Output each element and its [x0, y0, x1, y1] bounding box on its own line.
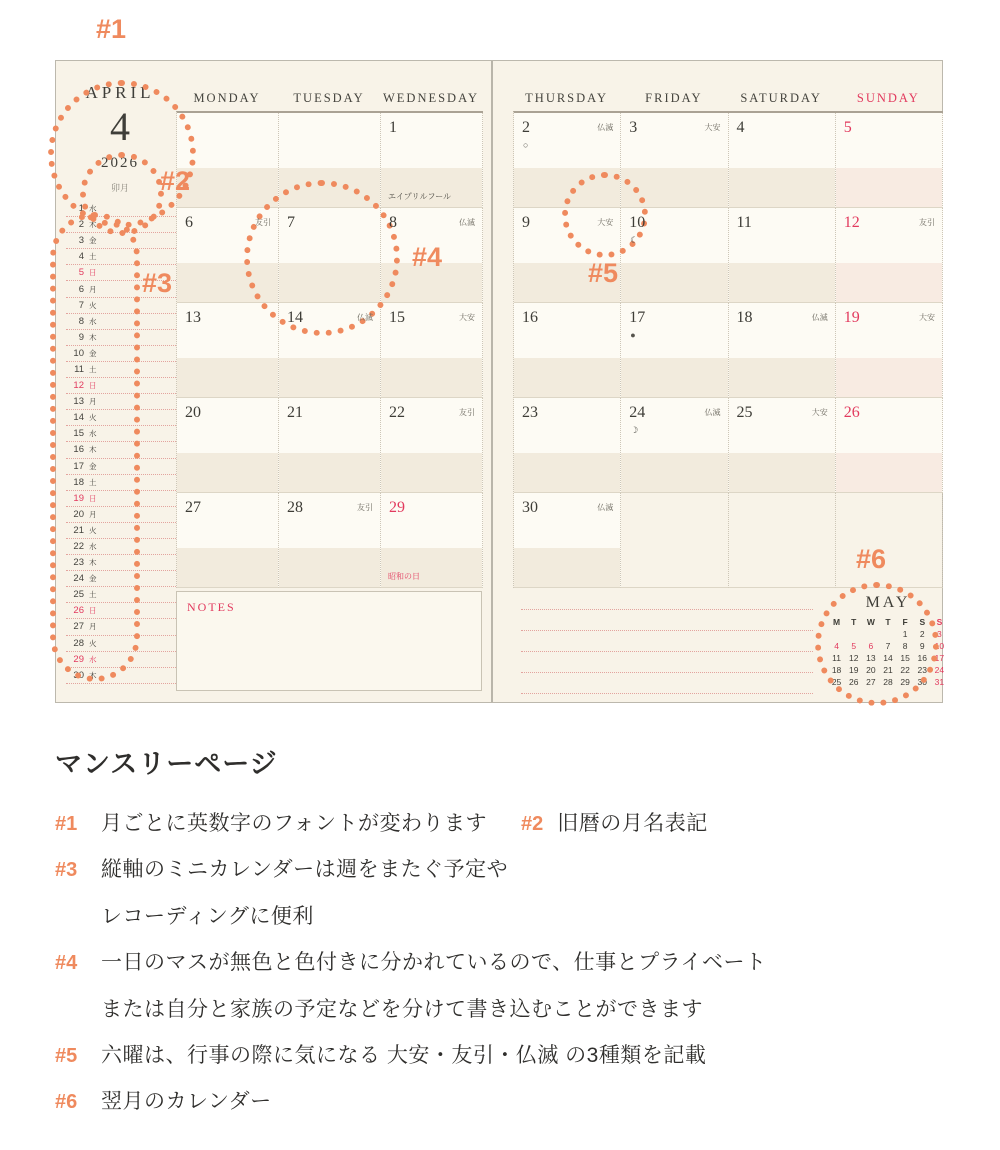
next-month-day: 7	[885, 641, 891, 651]
mini-calendar-weekday: 日	[89, 381, 97, 391]
day-number: 4	[736, 119, 745, 136]
mini-calendar-day: 25	[73, 589, 84, 601]
description-tag: #5	[55, 1044, 78, 1067]
mini-calendar-weekday: 木	[89, 670, 97, 680]
mini-calendar-day: 22	[73, 541, 84, 553]
next-month-day: 6	[868, 641, 874, 651]
day-number: 24	[629, 404, 646, 421]
mini-calendar-weekday: 水	[89, 654, 97, 664]
mini-calendar-day: 24	[73, 573, 84, 585]
day-cell-19	[836, 303, 943, 398]
mini-calendar-day: 19	[73, 492, 84, 504]
day-cell-11	[729, 208, 836, 303]
private-band	[621, 263, 727, 302]
note-line	[521, 631, 813, 652]
mini-calendar-day: 9	[78, 331, 84, 343]
mini-calendar-day: 10	[73, 347, 84, 359]
day-number: 1	[389, 119, 397, 136]
mini-calendar-day: 2	[78, 219, 84, 231]
private-band	[381, 453, 482, 492]
day-number: 18	[736, 309, 753, 326]
mini-calendar-weekday: 金	[89, 348, 97, 358]
day-cell-28	[279, 493, 381, 588]
rokuyo-label: 仏滅	[459, 218, 475, 227]
mini-calendar-weekday: 日	[89, 606, 97, 616]
description-tag: #6	[55, 1091, 78, 1114]
page-spine	[491, 61, 493, 702]
next-month-day: 30	[917, 677, 927, 687]
day-number: 10	[629, 214, 646, 231]
mini-calendar-weekday: 土	[89, 252, 97, 262]
day-number: 7	[287, 214, 295, 231]
day-cell-21	[279, 398, 381, 493]
day-number: 21	[287, 404, 303, 421]
next-month-day: 20	[866, 665, 876, 675]
next-month-day: 31	[934, 677, 945, 687]
next-month-day: 16	[917, 653, 927, 663]
description-lines	[55, 809, 960, 1117]
mini-calendar-day: 20	[73, 508, 84, 520]
day-cell-18	[729, 303, 836, 398]
note-line	[521, 610, 813, 631]
description-tag: #3	[55, 859, 78, 882]
mini-calendar-weekday: 月	[89, 397, 97, 407]
mini-calendar-weekday: 土	[89, 590, 97, 600]
mini-calendar-weekday: 木	[89, 558, 97, 568]
note-line	[521, 652, 813, 673]
mini-calendar-day: 18	[73, 476, 84, 488]
day-number: 26	[843, 404, 860, 421]
mini-calendar-day: 28	[73, 637, 84, 649]
rokuyo-label: 仏滅	[597, 503, 614, 512]
mini-calendar-weekday: 月	[89, 509, 97, 519]
rokuyo-label: 大安	[919, 313, 935, 322]
description-section	[55, 742, 960, 1134]
private-band	[279, 548, 380, 587]
mini-calendar-day: 7	[78, 299, 84, 311]
moon-phase-icon: ○	[523, 140, 529, 150]
private-band	[729, 358, 835, 397]
day-number: 3	[629, 119, 638, 136]
mini-calendar-weekday: 土	[89, 364, 97, 374]
description-title: マンスリーページ	[55, 749, 278, 779]
next-month-day: 15	[900, 653, 910, 663]
private-band	[836, 263, 942, 302]
day-cell-13	[177, 303, 279, 398]
next-month-title: MAY	[865, 594, 911, 611]
day-number: 9	[522, 214, 530, 231]
next-month-day: 3	[937, 629, 942, 639]
rokuyo-label: 仏滅	[357, 313, 373, 322]
private-band	[621, 358, 727, 397]
mini-calendar-weekday: 火	[89, 525, 97, 535]
annotation-circle-6	[815, 582, 939, 706]
next-month-day: 24	[934, 665, 945, 675]
rokuyo-label: 友引	[357, 503, 373, 512]
description-text: 月ごとに英数字のフォントが変わります	[101, 812, 487, 835]
mini-calendar-day: 23	[73, 557, 84, 569]
next-month-weekday: W	[866, 617, 875, 627]
annotation-label-3: #3	[142, 268, 173, 298]
private-band	[836, 358, 942, 397]
next-month-day: 12	[848, 653, 859, 663]
weekday-sunday: SUNDAY	[856, 91, 920, 105]
next-month-day: 18	[831, 665, 842, 675]
day-cell-10	[621, 208, 728, 303]
event-label: エイプリルフール	[388, 192, 452, 201]
notes-label: NOTES	[187, 600, 236, 614]
day-cell-25	[729, 398, 836, 493]
day-cell-24	[621, 398, 728, 493]
weekday-wednesday: WEDNESDAY	[382, 91, 479, 105]
day-cell-29	[381, 493, 483, 588]
next-month-day: 19	[848, 665, 859, 675]
rokuyo-label: 大安	[459, 313, 475, 322]
description-line	[55, 855, 960, 884]
day-number: 19	[843, 309, 860, 326]
private-band	[514, 358, 620, 397]
mini-calendar-weekday: 水	[89, 204, 97, 214]
private-band	[836, 453, 942, 492]
mini-calendar-day: 1	[78, 203, 84, 215]
mini-calendar-day: 8	[78, 315, 84, 327]
description-text: 六曜は、行事の際に気になる 大安・友引・仏滅 の3種類を記載	[101, 1043, 707, 1067]
mini-calendar-weekday: 日	[89, 493, 97, 503]
description-line	[55, 1041, 960, 1070]
mini-calendar-day: 16	[73, 444, 84, 456]
day-number: 25	[736, 404, 753, 421]
private-band	[729, 263, 835, 302]
mini-calendar-weekday: 火	[89, 638, 97, 648]
mini-calendar-day: 15	[73, 428, 84, 440]
moon-phase-icon: ☽	[630, 425, 639, 435]
mini-calendar-day: 27	[73, 621, 84, 633]
event-label: 昭和の日	[388, 572, 420, 581]
next-month-day: 27	[866, 677, 876, 687]
private-band	[836, 168, 942, 207]
next-month-day: 4	[834, 641, 839, 651]
description-line	[55, 948, 960, 977]
rokuyo-label: 仏滅	[597, 123, 614, 132]
day-cell-23	[514, 398, 621, 493]
day-cell-5	[836, 113, 943, 208]
mini-calendar-weekday: 水	[89, 542, 97, 552]
day-number: 8	[389, 214, 397, 231]
mini-calendar-weekday: 火	[89, 413, 97, 423]
annotation-circle-4	[244, 180, 400, 336]
note-line	[521, 589, 813, 610]
moon-phase-icon: ●	[630, 330, 636, 340]
notes-box	[176, 591, 482, 691]
rokuyo-label: 仏滅	[811, 313, 828, 322]
weekday-saturday: SATURDAY	[740, 91, 822, 105]
day-cell-22	[381, 398, 483, 493]
day-number: 30	[522, 499, 538, 516]
mini-calendar-day: 30	[73, 669, 84, 681]
next-month-day: 9	[919, 641, 925, 651]
mini-calendar-day: 11	[74, 363, 84, 375]
day-number: 16	[522, 309, 538, 326]
day-number: 27	[185, 499, 201, 516]
day-cell-1	[381, 113, 483, 208]
next-month-day: 29	[900, 677, 910, 687]
mini-calendar-weekday: 日	[89, 268, 97, 278]
weekday-friday: FRIDAY	[645, 91, 703, 105]
rokuyo-label: 大安	[811, 408, 828, 417]
annotation-label-2: #2	[160, 166, 191, 196]
description-text: 翌月のカレンダー	[101, 1090, 272, 1114]
annotation-label-1: #1	[96, 14, 127, 44]
day-number: 28	[287, 499, 303, 516]
next-month-weekday: F	[902, 617, 908, 627]
mini-calendar-day: 29	[73, 653, 84, 665]
mini-calendar-day: 17	[73, 460, 84, 472]
mini-calendar-day: 4	[78, 251, 84, 263]
mini-calendar-weekday: 木	[89, 445, 97, 455]
mini-calendar-weekday: 金	[89, 236, 97, 246]
next-month-day: 23	[917, 665, 927, 675]
mini-calendar-day: 14	[73, 412, 84, 424]
annotation-label-5: #5	[588, 258, 619, 288]
description-line	[55, 995, 960, 1024]
old-month-name: 卯月	[110, 183, 129, 193]
day-number: 12	[843, 214, 860, 231]
weekday-header-right	[513, 91, 942, 106]
annotation-pill-3	[50, 212, 140, 682]
day-number: 22	[389, 404, 405, 421]
day-cell-20	[177, 398, 279, 493]
mini-calendar-day: 21	[73, 524, 84, 536]
day-number: 6	[185, 214, 193, 231]
mini-calendar-weekday: 水	[89, 429, 97, 439]
day-cell-empty	[729, 493, 836, 588]
day-number: 13	[185, 309, 201, 326]
next-month-day: 13	[866, 653, 876, 663]
moon-phase-icon: ☾	[630, 235, 639, 245]
description-tag: #1	[55, 813, 78, 835]
private-band	[514, 548, 620, 587]
day-cell-empty	[621, 493, 728, 588]
day-number: 11	[736, 214, 752, 231]
next-month-day: 14	[883, 653, 893, 663]
mini-calendar-weekday: 木	[89, 220, 97, 230]
next-month-day: 26	[848, 677, 859, 687]
month-name: APRIL	[85, 83, 155, 102]
private-band	[621, 453, 727, 492]
mini-calendar-weekday: 土	[89, 477, 97, 487]
private-band	[279, 358, 380, 397]
next-month-day: 21	[883, 665, 893, 675]
description-line	[55, 1087, 960, 1116]
day-cell-empty	[836, 493, 943, 588]
private-band	[177, 548, 278, 587]
description-text: 縦軸のミニカレンダーは週をまたぐ予定や	[101, 858, 509, 882]
note-lines	[521, 589, 813, 694]
mini-calendar-day: 6	[78, 283, 84, 295]
mini-calendar-day: 5	[78, 267, 84, 279]
next-month-weekday: S	[936, 617, 943, 627]
next-month-day: 11	[832, 653, 841, 663]
next-month-weekday: T	[885, 617, 891, 627]
next-month-weekday: S	[919, 617, 926, 627]
description-tag: #4	[55, 952, 78, 975]
description-line	[55, 809, 960, 838]
day-cell-16	[514, 303, 621, 398]
day-cell-30	[514, 493, 621, 588]
note-line	[521, 673, 813, 694]
next-month-weekday: T	[851, 617, 857, 627]
private-band	[514, 453, 620, 492]
day-cell-27	[177, 493, 279, 588]
year-label: 2026	[101, 155, 139, 171]
mini-calendar-day: 13	[73, 396, 84, 408]
next-month-day: 1	[902, 629, 908, 639]
description-text: 一日のマスが無色と色付きに分かれているので、仕事とプライベート	[101, 951, 767, 975]
mini-calendar-day: 26	[73, 605, 84, 617]
day-number: 17	[629, 309, 646, 326]
day-number: 15	[389, 309, 405, 326]
description-tag: #2	[520, 813, 544, 835]
day-number: 14	[287, 309, 303, 326]
private-band	[177, 453, 278, 492]
mini-calendar-weekday: 木	[89, 332, 97, 342]
description-text: レコーディングに便利	[101, 904, 314, 928]
day-cell-26	[836, 398, 943, 493]
next-month-day: 2	[919, 629, 925, 639]
weekday-thursday: THURSDAY	[525, 91, 609, 105]
day-number: 29	[389, 499, 405, 516]
private-band	[279, 453, 380, 492]
day-cell-12	[836, 208, 943, 303]
mini-calendar-day: 12	[73, 380, 84, 392]
day-number: 20	[185, 404, 201, 421]
description-line	[55, 902, 960, 931]
rokuyo-label: 友引	[255, 218, 271, 227]
next-month-day: 28	[883, 677, 893, 687]
weekday-header-left	[176, 91, 482, 106]
next-month-day: 5	[851, 641, 857, 651]
weekday-monday: MONDAY	[193, 91, 261, 105]
rokuyo-label: 大安	[704, 123, 721, 132]
day-number: 2	[522, 119, 530, 136]
private-band	[177, 358, 278, 397]
mini-calendar-weekday: 月	[89, 622, 97, 632]
description-text: 旧暦の月名表記	[557, 812, 708, 835]
next-month-day: 25	[831, 677, 842, 687]
rokuyo-label: 大安	[597, 218, 614, 227]
mini-calendar-weekday: 金	[89, 461, 97, 471]
day-number: 23	[522, 404, 538, 421]
mini-calendar-weekday: 金	[89, 574, 97, 584]
annotation-label-6: #6	[856, 544, 887, 574]
day-number: 5	[843, 119, 852, 136]
next-month-day: 17	[934, 653, 945, 663]
rokuyo-label: 友引	[459, 408, 475, 417]
weekday-tuesday: TUESDAY	[293, 91, 365, 105]
private-band	[729, 168, 835, 207]
day-cell-4	[729, 113, 836, 208]
private-band	[729, 453, 835, 492]
private-band	[381, 358, 482, 397]
day-cell-17	[621, 303, 728, 398]
mini-calendar-day: 3	[78, 235, 84, 247]
mini-calendar-weekday: 水	[89, 316, 97, 326]
next-month-day: 8	[902, 641, 908, 651]
month-number: 4	[110, 104, 130, 149]
next-month-weekday: M	[833, 617, 841, 627]
description-text: または自分と家族の予定などを分けて書き込むことができます	[101, 997, 703, 1021]
rokuyo-label: 友引	[919, 218, 935, 227]
day-cell-15	[381, 303, 483, 398]
rokuyo-label: 仏滅	[704, 408, 721, 417]
mini-calendar-weekday: 月	[89, 284, 97, 294]
next-month-day: 22	[900, 665, 910, 675]
mini-calendar-weekday: 火	[89, 300, 97, 310]
next-month-day: 10	[934, 641, 945, 651]
annotation-label-4: #4	[412, 242, 443, 272]
